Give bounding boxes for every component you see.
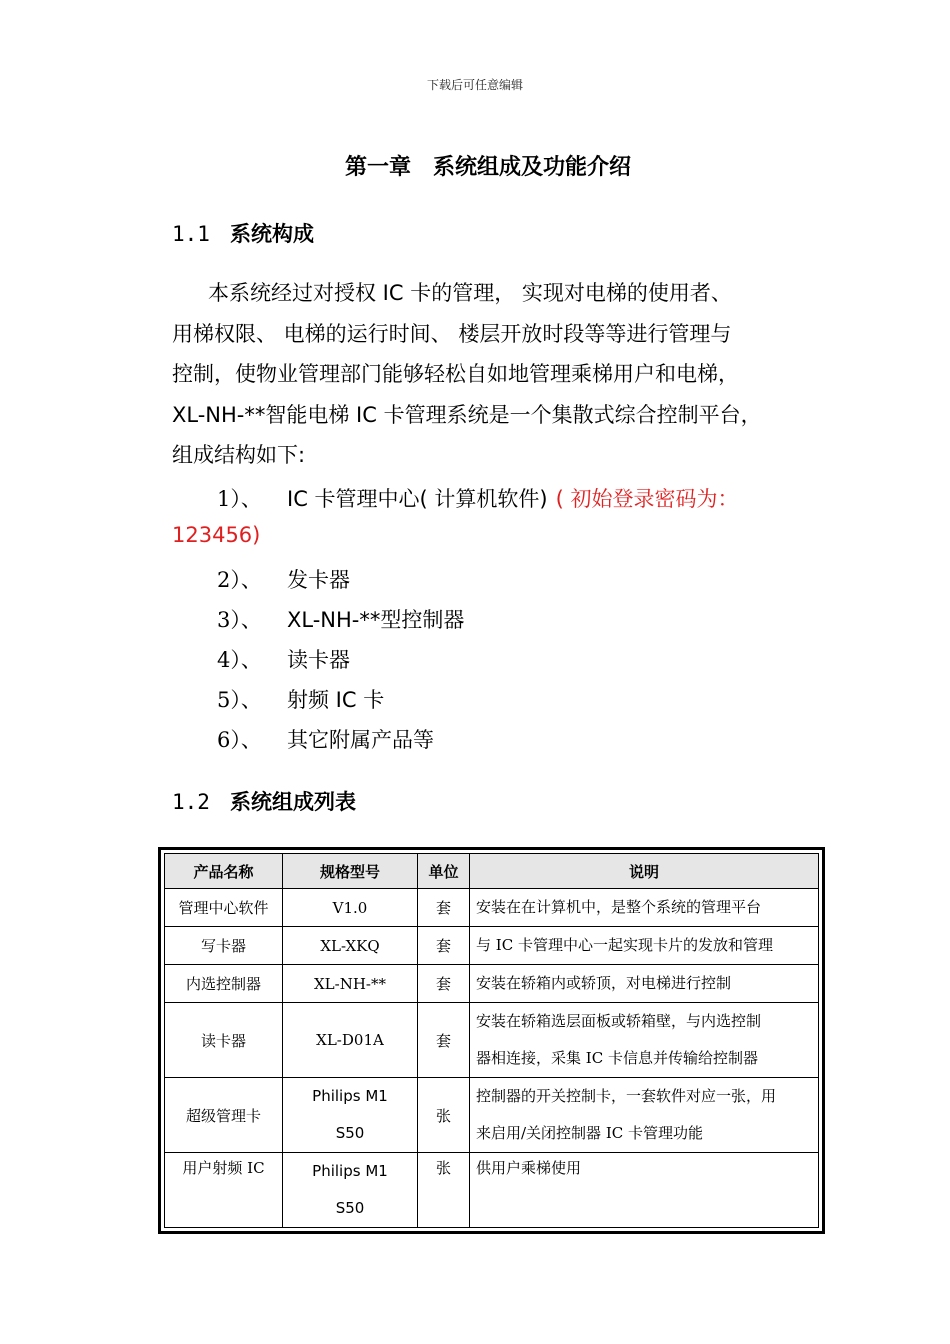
intro-line: 组成结构如下: [172,443,306,467]
item-number: 5）、 [217,688,262,712]
unit-cell: 套 [418,1003,470,1078]
page-header-note: 下载后可任意编辑 [426,78,523,92]
description-cell: 与 IC 卡管理中心一起实现卡片的发放和管理 [470,927,819,965]
description-cell: 控制器的开关控制卡，一套软件对应一张，用 来启用/关闭控制器 IC 卡管理功能 [470,1078,819,1153]
table-row [165,927,819,965]
password-note: ( 初始登录密码为： [555,487,739,511]
unit-cell: 张 [418,1078,470,1153]
column-header: 规格型号 [283,854,418,889]
unit-cell: 套 [418,927,470,965]
model-cell: XL-XKQ [283,927,418,965]
intro-line: XL-NH-**智能电梯 IC 卡管理系统是一个集散式综合控制平台， [172,402,762,427]
column-header: 产品名称 [165,854,283,889]
product-name-cell: 内选控制器 [165,965,283,1003]
item-number: 3）、 [217,608,262,632]
item-text: 读卡器 [287,648,350,672]
description-cell: 安装在轿箱内或轿顶，对电梯进行控制 [470,965,819,1003]
component-item-1 [217,483,738,513]
unit-cell: 套 [418,965,470,1003]
chapter-number: 第一章 [344,155,411,180]
table-row [165,1153,819,1228]
component-item-6 [217,724,434,754]
component-item-5 [217,684,384,714]
component-item-4 [217,644,350,674]
product-name-cell: 读卡器 [165,1003,283,1078]
table-row [165,965,819,1003]
item-number: 2）、 [217,568,262,592]
model-cell: V1.0 [283,889,418,927]
section-title: 系统构成 [230,222,314,246]
description-cell: 安装在在计算机中，是整个系统的管理平台 [470,889,819,927]
intro-line: 控制，使物业管理部门能够轻松自如地管理乘梯用户和电梯， [172,362,739,386]
model-cell: Philips M1 S50 [283,1078,418,1153]
item-number: 6）、 [217,728,262,752]
item-text: 其它附属产品等 [287,728,434,752]
intro-line: 用梯权限、 电梯的运行时间、 楼层开放时段等等进行管理与 [172,321,732,346]
password-value: 123456) [172,523,261,547]
section-number: 1.1 [172,222,210,246]
section-number: 1.2 [172,790,210,814]
section-heading-1-1 [172,218,314,248]
chapter-title [0,150,950,181]
item-number: 1）、 [217,487,262,511]
column-header: 说明 [470,854,819,889]
table-row [165,1003,819,1078]
model-cell: Philips M1 S50 [283,1153,418,1228]
chapter-name: 系统组成及功能介绍 [433,155,632,180]
component-item-3 [217,604,464,634]
unit-cell: 套 [418,889,470,927]
description-cell: 安装在轿箱选层面板或轿箱壁，与内选控制 器相连接，采集 IC 卡信息并传输给控制器 [470,1003,819,1078]
item-text: IC 卡管理中心( 计算机软件) [287,487,548,511]
column-header: 单位 [418,854,470,889]
item-text: 发卡器 [287,568,350,592]
product-name-cell: 超级管理卡 [165,1078,283,1153]
unit-cell: 张 [418,1153,470,1228]
item-text: 射频 IC 卡 [287,688,385,712]
system-components-table [158,847,825,1234]
section-heading-1-2 [172,786,356,816]
intro-line: 本系统经过对授权 IC 卡的管理， 实现对电梯的使用者、 [208,281,732,305]
product-name-cell: 写卡器 [165,927,283,965]
item-text: XL-NH-**型控制器 [287,608,465,632]
table-row [165,889,819,927]
product-name-cell: 用户射频 IC [165,1153,283,1228]
product-name-cell: 管理中心软件 [165,889,283,927]
table-header-row [165,854,819,889]
item-number: 4）、 [217,648,262,672]
table-row [165,1078,819,1153]
component-item-2 [217,564,350,594]
description-cell: 供用户乘梯使用 [470,1153,819,1228]
model-cell: XL-NH-** [283,965,418,1003]
intro-paragraph [172,273,812,476]
section-title: 系统组成列表 [230,790,356,814]
model-cell: XL-D01A [283,1003,418,1078]
